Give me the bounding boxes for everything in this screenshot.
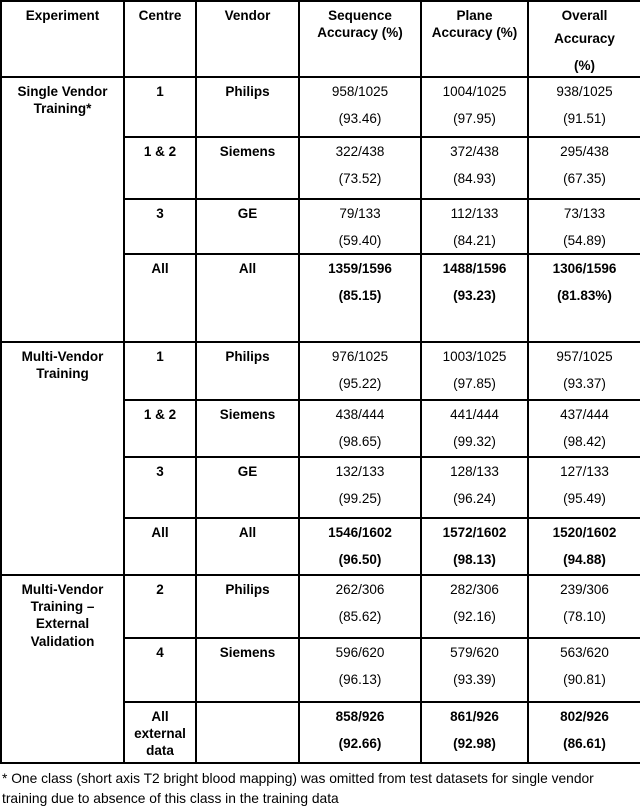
header-line: Accuracy (%) (317, 25, 403, 41)
percent-value: (93.37) (563, 376, 606, 392)
percent-value: (54.89) (563, 233, 606, 249)
percent-value: (95.22) (338, 376, 382, 392)
percent-value: (93.39) (453, 672, 496, 688)
plane-accuracy-cell (421, 137, 528, 199)
fraction-value: 1520/1602 (552, 524, 617, 540)
fraction-value: 128/133 (450, 463, 499, 479)
fraction-value: 1546/1602 (328, 524, 392, 540)
vendor-cell: Siemens (196, 638, 299, 702)
percent-value: (90.81) (563, 672, 606, 688)
fraction-value: 322/438 (335, 143, 385, 159)
fraction-value: 73/133 (563, 205, 606, 221)
percent-value: (59.40) (338, 233, 382, 249)
percent-value: (73.52) (338, 171, 382, 187)
header-line: Sequence (328, 8, 392, 23)
fraction-value: 938/1025 (556, 83, 613, 99)
sequence-accuracy-cell (299, 638, 421, 702)
header-sequence-accuracy (299, 1, 421, 77)
table-footnote: * One class (short axis T2 bright blood mapping) was omitted from test datasets for single vendor training due to absence of this class in the training data (2, 770, 594, 807)
centre-cell: All external data (124, 702, 196, 763)
fraction-value: 976/1025 (331, 348, 389, 364)
percent-value: (84.93) (453, 171, 496, 187)
fraction-value: 802/926 (560, 708, 609, 724)
plane-accuracy-cell (421, 254, 528, 342)
header-centre: Centre (124, 1, 196, 77)
centre-cell: 1 & 2 (124, 137, 196, 199)
table-row (1, 575, 640, 638)
fraction-value: 79/133 (339, 205, 381, 221)
sequence-accuracy-cell (299, 137, 421, 199)
experiment-cell: Multi-Vendor Training (1, 342, 124, 575)
percent-value: (93.46) (338, 111, 382, 127)
plane-accuracy-cell (421, 638, 528, 702)
percent-value: (85.15) (338, 288, 382, 304)
sequence-accuracy-cell (299, 575, 421, 638)
overall-accuracy-cell (528, 342, 640, 400)
header-vendor: Vendor (196, 1, 299, 77)
percent-value: (67.35) (563, 171, 606, 187)
percent-value: (85.62) (338, 609, 382, 625)
fraction-value: 958/1025 (331, 83, 389, 99)
sequence-accuracy-cell (299, 199, 421, 254)
vendor-cell: Siemens (196, 137, 299, 199)
fraction-value: 1488/1596 (442, 260, 507, 276)
percent-value: (99.32) (453, 434, 496, 450)
sequence-accuracy-cell (299, 77, 421, 137)
vendor-cell: GE (196, 199, 299, 254)
percent-value: (94.88) (563, 552, 606, 568)
percent-value: (98.13) (453, 552, 496, 568)
centre-cell: 2 (124, 575, 196, 638)
fraction-value: 262/306 (335, 581, 385, 597)
header-line: Accuracy (554, 31, 615, 47)
plane-accuracy-cell (421, 702, 528, 763)
sequence-accuracy-cell (299, 457, 421, 518)
fraction-value: 861/926 (450, 708, 499, 724)
header-line: (%) (574, 57, 595, 73)
percent-value: (93.23) (453, 288, 496, 304)
percent-value: (98.42) (563, 434, 606, 450)
fraction-value: 282/306 (450, 581, 499, 597)
vendor-cell: Siemens (196, 400, 299, 457)
centre-cell: All (124, 254, 196, 342)
sequence-accuracy-cell (299, 518, 421, 575)
vendor-cell: GE (196, 457, 299, 518)
percent-value: (99.25) (338, 491, 382, 507)
plane-accuracy-cell (421, 77, 528, 137)
overall-accuracy-cell (528, 254, 640, 342)
vendor-cell: Philips (196, 342, 299, 400)
plane-accuracy-cell (421, 342, 528, 400)
percent-value: (91.51) (563, 111, 606, 127)
plane-accuracy-cell (421, 457, 528, 518)
header-overall-accuracy (528, 1, 640, 77)
sequence-accuracy-cell (299, 702, 421, 763)
fraction-value: 563/620 (560, 644, 609, 660)
table-row (1, 77, 640, 137)
fraction-value: 957/1025 (556, 348, 613, 364)
percent-value: (78.10) (563, 609, 606, 625)
fraction-value: 858/926 (335, 708, 385, 724)
fraction-value: 437/444 (560, 406, 609, 422)
sequence-accuracy-cell (299, 342, 421, 400)
fraction-value: 596/620 (335, 644, 385, 660)
plane-accuracy-cell (421, 400, 528, 457)
overall-accuracy-cell (528, 137, 640, 199)
fraction-value: 1572/1602 (442, 524, 507, 540)
centre-cell: 1 (124, 342, 196, 400)
overall-accuracy-cell (528, 702, 640, 763)
vendor-cell: Philips (196, 77, 299, 137)
fraction-value: 1359/1596 (328, 260, 392, 276)
plane-accuracy-cell (421, 199, 528, 254)
fraction-value: 579/620 (450, 644, 499, 660)
centre-cell: 3 (124, 457, 196, 518)
overall-accuracy-cell (528, 638, 640, 702)
experiment-cell: Single Vendor Training* (1, 77, 124, 342)
header-experiment: Experiment (1, 1, 124, 77)
overall-accuracy-cell (528, 199, 640, 254)
header-plane-accuracy (421, 1, 528, 77)
fraction-value: 1003/1025 (442, 348, 507, 364)
centre-cell: All (124, 518, 196, 575)
overall-accuracy-cell (528, 77, 640, 137)
fraction-value: 1306/1596 (552, 260, 617, 276)
percent-value: (84.21) (453, 233, 496, 249)
plane-accuracy-cell (421, 575, 528, 638)
centre-cell: 1 & 2 (124, 400, 196, 457)
fraction-value: 372/438 (450, 143, 499, 159)
fraction-value: 127/133 (560, 463, 609, 479)
percent-value: (86.61) (563, 736, 606, 752)
vendor-cell: Philips (196, 575, 299, 638)
header-line: Accuracy (%) (431, 25, 518, 41)
vendor-cell: All (196, 518, 299, 575)
sequence-accuracy-cell (299, 254, 421, 342)
percent-value: (96.13) (338, 672, 382, 688)
overall-accuracy-cell (528, 400, 640, 457)
header-line: Plane (456, 8, 493, 23)
percent-value: (96.24) (453, 491, 496, 507)
centre-cell: 1 (124, 77, 196, 137)
percent-value: (92.98) (453, 736, 496, 752)
percent-value: (96.50) (338, 552, 382, 568)
fraction-value: 438/444 (335, 406, 385, 422)
table-row (1, 342, 640, 400)
fraction-value: 239/306 (560, 581, 609, 597)
plane-accuracy-cell (421, 518, 528, 575)
fraction-value: 1004/1025 (442, 83, 507, 99)
percent-value: (98.65) (338, 434, 382, 450)
percent-value: (92.16) (453, 609, 496, 625)
overall-accuracy-cell (528, 457, 640, 518)
percent-value: (95.49) (563, 491, 606, 507)
fraction-value: 112/133 (450, 205, 499, 221)
sequence-accuracy-cell (299, 400, 421, 457)
fraction-value: 295/438 (560, 143, 609, 159)
percent-value: (81.83%) (557, 288, 612, 304)
overall-accuracy-cell (528, 518, 640, 575)
fraction-value: 441/444 (450, 406, 499, 422)
experiment-cell: Multi-Vendor Training – External Validation (1, 575, 124, 763)
table-header-row (1, 1, 640, 77)
vendor-cell: All (196, 254, 299, 342)
centre-cell: 4 (124, 638, 196, 702)
percent-value: (97.95) (453, 111, 496, 127)
percent-value: (97.85) (453, 376, 496, 392)
overall-accuracy-cell (528, 575, 640, 638)
vendor-cell (196, 702, 299, 763)
centre-cell: 3 (124, 199, 196, 254)
percent-value: (92.66) (338, 736, 382, 752)
header-line: Overall (561, 8, 608, 23)
fraction-value: 132/133 (335, 463, 385, 479)
